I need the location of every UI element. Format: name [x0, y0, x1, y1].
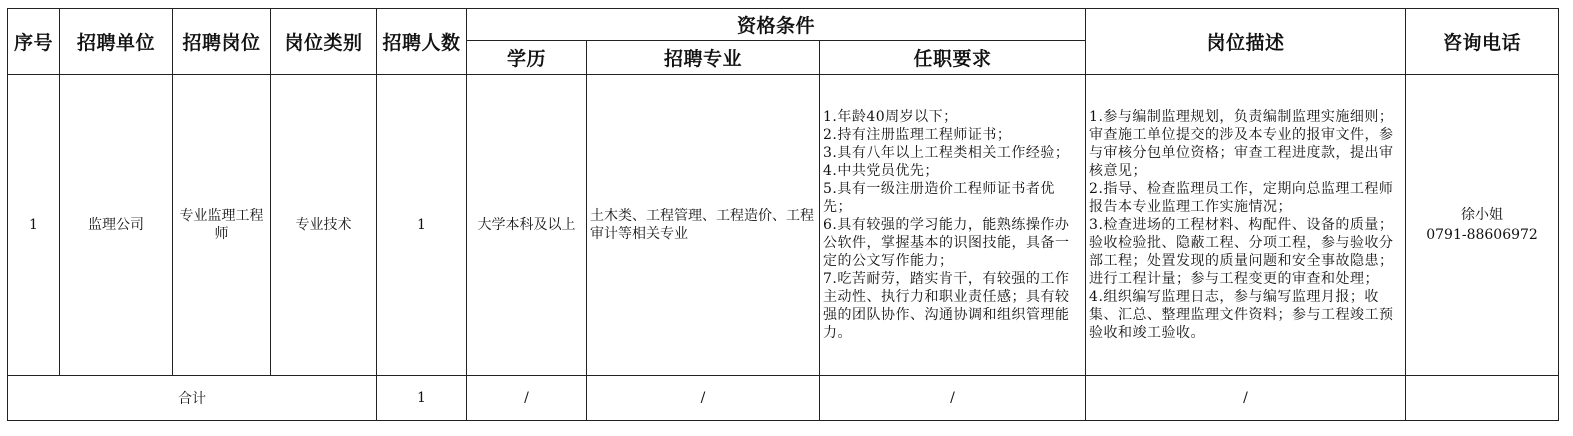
requirement-item: 5.具有一级注册造价工程师证书者优先； — [823, 181, 1055, 215]
recruitment-table — [7, 8, 1559, 421]
total-major: / — [587, 376, 820, 421]
cell-position: 专业监理工程师 — [173, 75, 271, 376]
requirement-item: 6.具有较强的学习能力，能熟练操作办公软件，掌握基本的识图技能，具备一定的公文写作能力； — [823, 217, 1070, 269]
description-item: 4.组织编写监理日志，参与编写监理月报；收集、汇总、整理监理文件资料；参与工程竣工预验收和竣工验收。 — [1089, 289, 1394, 341]
cell-unit: 监理公司 — [60, 75, 173, 376]
contact-name: 徐小姐 — [1461, 207, 1504, 223]
total-count: 1 — [377, 376, 467, 421]
header-position: 招聘岗位 — [173, 9, 271, 75]
header-row-1 — [8, 9, 1559, 41]
header-category: 岗位类别 — [271, 9, 377, 75]
cell-education: 大学本科及以上 — [467, 75, 587, 376]
table-row — [8, 75, 1559, 376]
header-unit: 招聘单位 — [60, 9, 173, 75]
total-phone — [1406, 376, 1559, 421]
header-major: 招聘专业 — [587, 41, 820, 75]
cell-description — [1086, 75, 1406, 376]
cell-count: 1 — [377, 75, 467, 376]
header-requirements: 任职要求 — [820, 41, 1086, 75]
requirement-item: 2.持有注册监理工程师证书； — [823, 127, 1012, 143]
description-item: 3.检查进场的工程材料、构配件、设备的质量；验收检验批、隐蔽工程、分项工程，参与验收分部工程；处置发现的质量问题和安全事故隐患；进行工程计量；参与工程变更的审查和处理； — [1089, 217, 1394, 287]
description-item: 1.参与编制监理规划，负责编制监理实施细则；审查施工单位提交的涉及本专业的报审文件，参与审核分包单位资格；审查工程进度款，提出审核意见； — [1089, 109, 1394, 179]
total-education: / — [467, 376, 587, 421]
requirement-item: 1.年龄40周岁以下； — [823, 109, 958, 125]
total-description: / — [1086, 376, 1406, 421]
contact-phone: 0791-88606972 — [1426, 227, 1538, 243]
total-label: 合计 — [8, 376, 377, 421]
cell-category: 专业技术 — [271, 75, 377, 376]
header-description: 岗位描述 — [1086, 9, 1406, 75]
cell-major: 土木类、工程管理、工程造价、工程审计等相关专业 — [587, 75, 820, 376]
header-count: 招聘人数 — [377, 9, 467, 75]
requirement-item: 3.具有八年以上工程类相关工作经验； — [823, 145, 1070, 161]
total-requirements: / — [820, 376, 1086, 421]
header-phone: 咨询电话 — [1406, 9, 1559, 75]
cell-seq: 1 — [8, 75, 60, 376]
header-qualification: 资格条件 — [467, 9, 1086, 41]
requirement-item: 7.吃苦耐劳，踏实肯干，有较强的工作主动性、执行力和职业责任感；具有较强的团队协作、沟通协调和组织管理能力。 — [823, 271, 1070, 341]
header-education: 学历 — [467, 41, 587, 75]
header-seq: 序号 — [8, 9, 60, 75]
description-item: 2.指导、检查监理员工作，定期向总监理工程师报告本专业监理工作实施情况； — [1089, 181, 1394, 215]
requirement-item: 4.中共党员优先； — [823, 163, 939, 179]
total-row — [8, 376, 1559, 421]
cell-requirements — [820, 75, 1086, 376]
cell-contact — [1406, 75, 1559, 376]
